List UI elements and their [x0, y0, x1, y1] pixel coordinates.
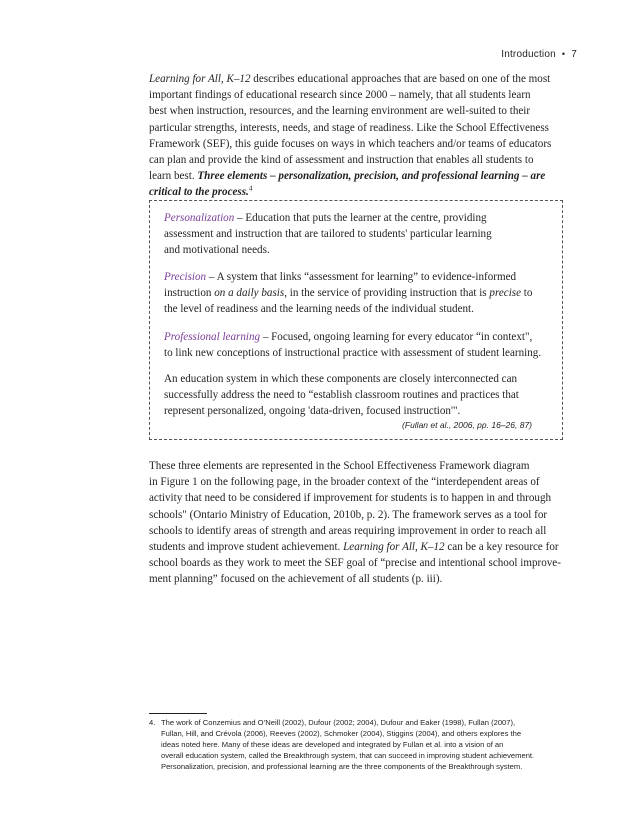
framework-line: activity that need to be considered if improvement for students is to happen in and through [149, 492, 552, 505]
callout-closing-quote: An education system in which these components are closely interconnected can successfully address the need to “establish classroom routines and practices that represent personalized, ongoing 'data-driven, focused instruction'". [164, 373, 519, 417]
footnote [149, 717, 579, 772]
section-title: Introduction [501, 49, 556, 60]
intro-line: Learning for All, K–12 describes educational approaches that are based on one of the most [149, 73, 551, 85]
framework-line: These three elements are represented in the School Effectiveness Framework diagram [149, 460, 530, 472]
framework-line: schools" (Ontario Ministry of Education, 2010b, p. 2). The framework serves as a tool for [149, 508, 548, 521]
personalization-definition: Personalization – Education that puts the learner at the centre, providing assessment and instruction that are tailored to students' particular learning and motivational needs. [164, 212, 492, 256]
document-title-reference: Learning for All, K–12 [149, 73, 251, 85]
key-statement: critical to the process. [149, 186, 249, 199]
elements-callout-box [149, 200, 563, 440]
running-header [501, 49, 577, 60]
intro-line: best when instruction, resources, and the learning environment are well-suited to their [149, 105, 531, 118]
framework-paragraph [149, 458, 569, 588]
framework-line: schools to identify areas of strength and areas requiring improvement in order to reach all [149, 524, 547, 537]
footnote-divider [149, 713, 207, 714]
intro-line: can plan and provide the kind of assessment and instruction that enables all students to [149, 154, 534, 167]
framework-line: ment planning” focused on the achievement of all students (p. iii). [149, 573, 443, 586]
intro-line: Framework (SEF), this guide focuses on ways in which teachers and/or teams of educators [149, 137, 552, 150]
professional-learning-definition: Professional learning – Focused, ongoing learning for every educator “in context", to link new conceptions of instructional practice with assessment of student learning. [164, 331, 542, 359]
framework-line: students and improve student achievement. Learning for All, K–12 can be a key resource for [149, 541, 559, 554]
key-statement: Three elements – personalization, precision, and professional learning – are [197, 170, 546, 183]
precision-definition: Precision – A system that links “assessment for learning” to evidence-informed instruction on a daily basis, in the service of providing instruction that is precise to the level of readiness and the learning needs of the individual student. [164, 271, 533, 315]
document-title-reference: Learning for All, K–12 [343, 541, 445, 554]
framework-line: in Figure 1 on the following page, in the broader context of the “interdependent areas of [149, 476, 540, 489]
framework-line: school boards as they work to meet the SEF goal of “precise and intentional school improve- [149, 557, 561, 570]
term-professional-learning: Professional learning [164, 331, 261, 343]
footnote-text: The work of Conzemius and O’Neill (2002), Dufour (2002; 2004), Dufour and Eaker (1998), Fullan (2007), Fullan, Hill, and Crévola (2006), Reeves (2002), Schmoker (2004), Stiggins (2004), and others explores the ideas noted here. Many of these ideas are developed and integrated by Fullan et al. into a vision of an overall education system, called the Breakthrough system, that can succeed in improving student achievement. Personalization, precision, and professional learning are the three components of the Breakthrough system. [161, 718, 535, 772]
term-precision: Precision [164, 271, 207, 283]
page-number: 7 [571, 49, 577, 60]
term-personalization: Personalization [164, 212, 235, 224]
footnote-marker[interactable]: 4 [248, 184, 253, 193]
intro-line: particular strengths, interests, needs, and stage of readiness. Like the School Effectiveness [149, 121, 549, 134]
intro-line: important findings of educational research since 2000 – namely, that all students learn [149, 89, 531, 102]
citation: (Fullan et al., 2006, pp. 16–26, 87) [402, 420, 532, 430]
intro-line: learn best. Three elements – personalization, precision, and professional learning – are [149, 170, 546, 183]
intro-line [149, 184, 569, 200]
header-bullet: • [561, 49, 566, 59]
intro-paragraph [149, 71, 569, 201]
footnote-number: 4. [149, 718, 156, 727]
